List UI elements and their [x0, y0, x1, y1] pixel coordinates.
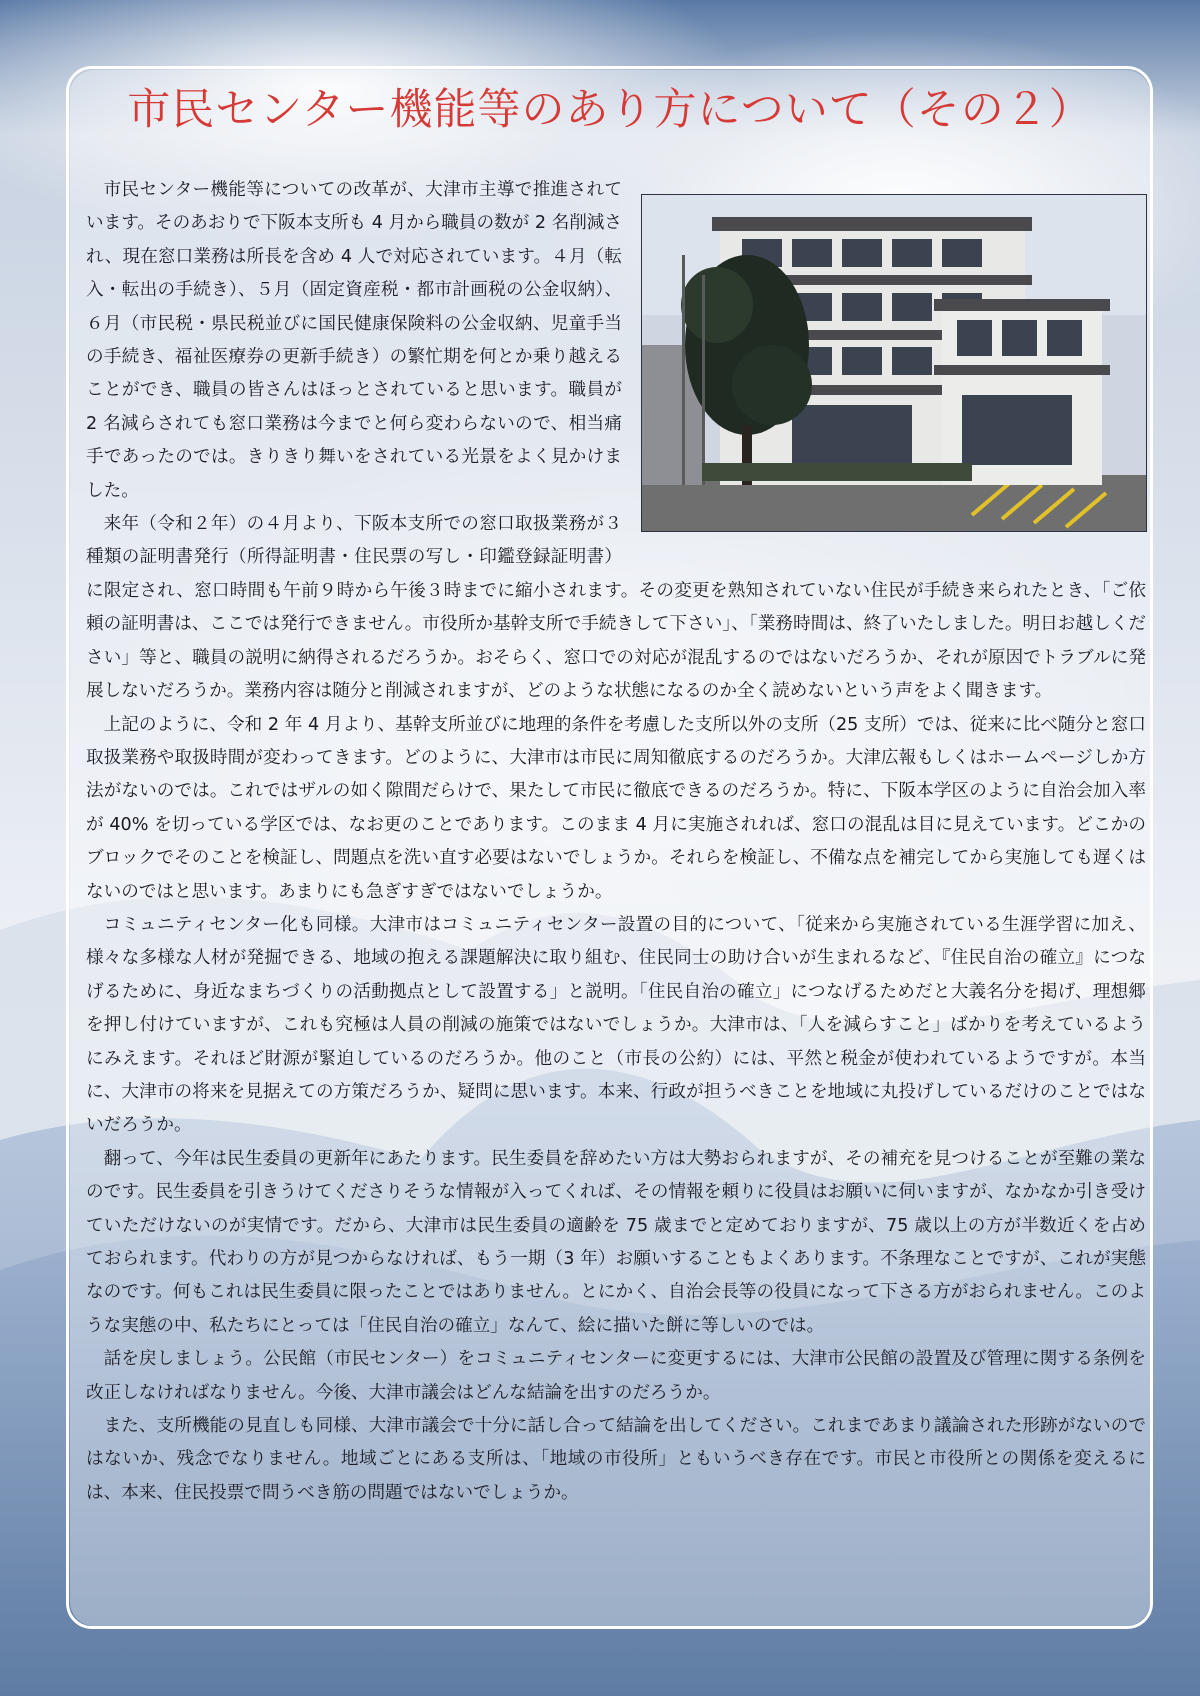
paragraph-3: 上記のように、令和 2 年 4 月より、基幹支所並びに地理的条件を考慮した支所以外の支所（25 支所）では、従来に比べ随分と窓口取扱業務や取扱時間が変わってきます。どのように、大津市は市民に周知徹底するのだろうか。大津広報もしくはホームページしか方法がないのでは。これではザルの如く隙間だらけで、果たして市民に徹底できるのだろうか。特に、下阪本学区のように自治会加入率が 40% を切っている学区では、なお更のことであります。このまま 4 月に実施されれば、窓口の混乱は目に見えています。どこかのブロックでそのことを検証し、問題点を洗い直す必要はないでしょうか。それらを検証し、不備な点を補完してから実施しても遅くはないのではと思います。あまりにも急ぎすぎではないでしょうか。 — [86, 714, 1146, 902]
paragraph-2: 来年（令和２年）の４月より、下阪本支所での窓口取扱業務が３種類の証明書発行（所得証明書・住民票の写し・印鑑登録証明書）に限定され、窓口時間も午前９時から午後３時までに縮小されます。その変更を熟知されていない住民が手続き来られたとき、「ご依頼の証明書は、ここでは発行できません。市役所か基幹支所で手続きして下さい」、「業務時間は、終了いたしました。明日お越しください」等と、職員の説明に納得されるだろうか。おそらく、窓口での対応が混乱するのではないだろうか、それが原因でトラブルに発展しないだろうか。業務内容は随分と削減されますが、どのような状態になるのか全く読めないという声をよく聞きます。 — [86, 514, 1146, 702]
paragraph-1: 市民センター機能等についての改革が、大津市主導で推進されています。そのあおりで下阪本支所も 4 月から職員の数が 2 名削減され、現在窓口業務は所長を含め 4 人で対応されています。４月（転入・転出の手続き）、５月（固定資産税・都市計画税の公金収納）、６月（市民税・県民税並びに国民健康保険料の公金収納、児童手当の手続き、福祉医療券の更新手続き）の繁忙期を何とか乗り越えることができ、職員の皆さんはほっとされていると思います。職員が 2 名減らされても窓口業務は今までと何ら変わらないので、相当痛手であったのでは。きりきり舞いをされている光景をよく見かけました。 — [86, 180, 622, 501]
paragraph-7: また、支所機能の見直しも同様、大津市議会で十分に話し合って結論を出してください。これまであまり議論された形跡がないのではないか、残念でなりません。地域ごとにある支所は、「地域の市役所」ともいうべき存在です。市民と市役所との関係を変えるには、本来、住民投票で問うべき筋の問題ではないでしょうか。 — [86, 1416, 1146, 1503]
paragraph-5: 翻って、今年は民生委員の更新年にあたります。民生委員を辞めたい方は大勢おられますが、その補充を見つけることが至難の業なのです。民生委員を引きうけてくださりそうな情報が入ってくれば、その情報を頼りに役員はお願いに伺いますが、なかなか引き受けていただけないのが実情です。だから、大津市は民生委員の適齢を 75 歳までと定めておりますが、75 歳以上の方が半数近くを占めておられます。代わりの方が見つからなければ、もう一期（3 年）お願いすることもよくあります。不条理なことですが、これが実態なのです。何もこれは民生委員に限ったことではありません。とにかく、自治会長等の役員になって下さる方がおられません。このような実態の中、私たちにとっては「住民自治の確立」なんて、絵に描いた餅に等しいのでは。 — [86, 1148, 1146, 1336]
page-title: 市民センター機能等のあり方について（その２） — [127, 85, 1093, 135]
building-photo — [642, 195, 1146, 531]
article-body — [86, 174, 1146, 1510]
paragraph-4: コミュニティセンター化も同様。大津市はコミュニティセンター設置の目的について、「従来から実施されている生涯学習に加え、様々な多様な人材が発掘できる、地域の抱える課題解決に取り組む、住民同士の助け合いが生まれるなど、『住民自治の確立』につなげるために、身近なまちづくりの活動拠点として設置する」と説明。「住民自治の確立」につなげるためだと大義名分を掲げ、理想郷を押し付けていますが、これも究極は人員の削減の施策ではないでしょうか。大津市は、「人を減らすこと」ばかりを考えているようにみえます。それほど財源が緊迫しているのだろうか。他のこと（市長の公約）には、平然と税金が使われているようですが。本当に、大津市の将来を見据えての方策だろうか、疑問に思います。本来、行政が担うべきことを地域に丸投げしているだけのことではないだろうか。 — [86, 914, 1146, 1136]
paragraph-6: 話を戻しましょう。公民館（市民センター）をコミュニティセンターに変更するには、大津市公民館の設置及び管理に関する条例を改正しなければなりません。今後、大津市議会はどんな結論を出すのだろうか。 — [86, 1349, 1146, 1403]
